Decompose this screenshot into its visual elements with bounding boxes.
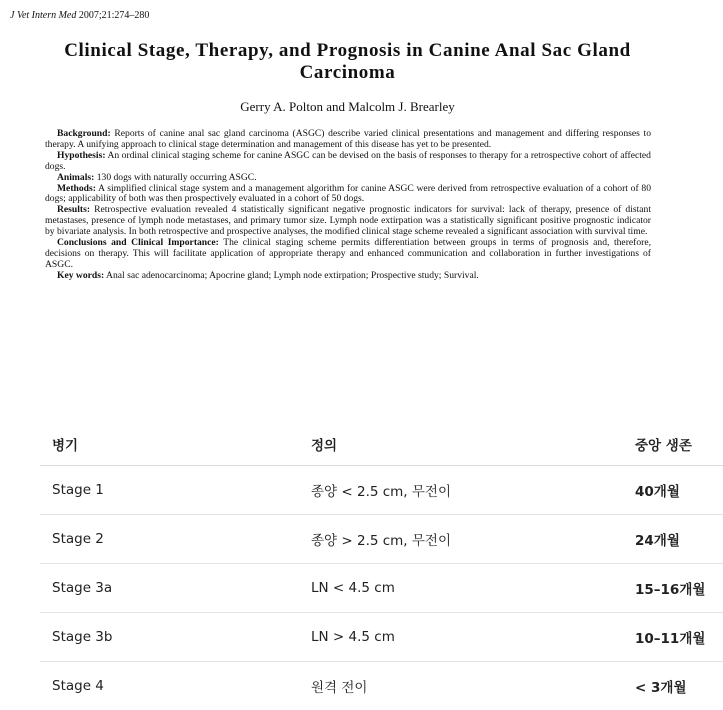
stage-cell: Stage 3a <box>40 564 299 613</box>
abstract-text: 130 dogs with naturally occurring ASGC. <box>97 172 257 183</box>
header-stage: 병기 <box>40 423 299 466</box>
abstract-label: Conclusions and Clinical Importance: <box>57 237 219 248</box>
keywords-label: Key words: <box>57 270 104 281</box>
survival-cell: < 3개월 <box>623 662 723 710</box>
abstract-conclusions <box>45 238 651 271</box>
keywords-text: Anal sac adenocarcinoma; Apocrine gland; Lymph node extirpation; Prospective study; Survival. <box>106 270 479 281</box>
abstract-label: Animals: <box>57 172 94 183</box>
abstract-text: An ordinal clinical staging scheme for canine ASGC can be devised on the basis of responses to therapy for a retrospective cohort of affected dogs. <box>45 150 651 172</box>
table-header-row <box>40 423 723 466</box>
abstract <box>45 129 651 282</box>
keywords <box>45 271 651 282</box>
stage-cell: Stage 2 <box>40 515 299 564</box>
journal-citation <box>10 10 149 21</box>
stage-cell: Stage 3b <box>40 613 299 662</box>
survival-cell: 10–11개월 <box>623 613 723 662</box>
article-authors: Gerry A. Polton and Malcolm J. Brearley <box>40 99 655 115</box>
definition-cell: 종양 < 2.5 cm, 무전이 <box>299 466 623 515</box>
abstract-results <box>45 205 651 238</box>
abstract-text: Reports of canine anal sac gland carcinoma (ASGC) describe varied clinical presentations and management and differing responses to therapy. A unifying approach to clinical stage determination and management of this disease has yet to be presented. <box>45 128 651 150</box>
definition-cell: LN < 4.5 cm <box>299 564 623 613</box>
journal-name: J Vet Intern Med <box>10 10 76 21</box>
journal-volume-pages: 2007;21:274–280 <box>79 10 150 21</box>
abstract-methods <box>45 184 651 206</box>
abstract-text: Retrospective evaluation revealed 4 statistically significant negative prognostic indicators for survival: lack of therapy, presence of distant metastases, presence of lymph node metastases, and primary tumor size. Lymph node extirpation was a statistically significant positive prognostic indicator by bivariate analysis. In both retrospective and prospective analyses, the modified clinical stage scheme revealed a significant association with survival time. <box>45 204 651 237</box>
definition-cell: 원격 전이 <box>299 662 623 710</box>
abstract-text: The clinical staging scheme permits differentiation between groups in terms of prognosis and, therefore, decisions on therapy. This will facilitate application of appropriate therapy and enhanced communication and collaboration in further investigations of ASGC. <box>45 237 651 270</box>
abstract-label: Background: <box>57 128 111 139</box>
table-row <box>40 564 723 613</box>
abstract-text: A simplified clinical stage system and a management algorithm for canine ASGC were derived from retrospective evaluation of a cohort of 80 dogs; applicability of both was then prospectively evaluated in a cohort of 50 dogs. <box>45 183 651 205</box>
abstract-label: Methods: <box>57 183 96 194</box>
header-definition: 정의 <box>299 423 623 466</box>
stage-cell: Stage 4 <box>40 662 299 710</box>
survival-cell: 15–16개월 <box>623 564 723 613</box>
abstract-label: Results: <box>57 204 90 215</box>
table-row <box>40 466 723 515</box>
stage-cell: Stage 1 <box>40 466 299 515</box>
definition-cell: 종양 > 2.5 cm, 무전이 <box>299 515 623 564</box>
stage-table <box>40 423 723 710</box>
definition-cell: LN > 4.5 cm <box>299 613 623 662</box>
abstract-label: Hypothesis: <box>57 150 106 161</box>
survival-cell: 40개월 <box>623 466 723 515</box>
table-row <box>40 515 723 564</box>
article-title: Clinical Stage, Therapy, and Prognosis in Canine Anal Sac Gland Carcinoma <box>40 40 655 84</box>
table-row <box>40 613 723 662</box>
abstract-background <box>45 129 651 151</box>
table-row <box>40 662 723 710</box>
abstract-hypothesis <box>45 151 651 173</box>
header-median-survival: 중앙 생존 <box>623 423 723 466</box>
survival-cell: 24개월 <box>623 515 723 564</box>
